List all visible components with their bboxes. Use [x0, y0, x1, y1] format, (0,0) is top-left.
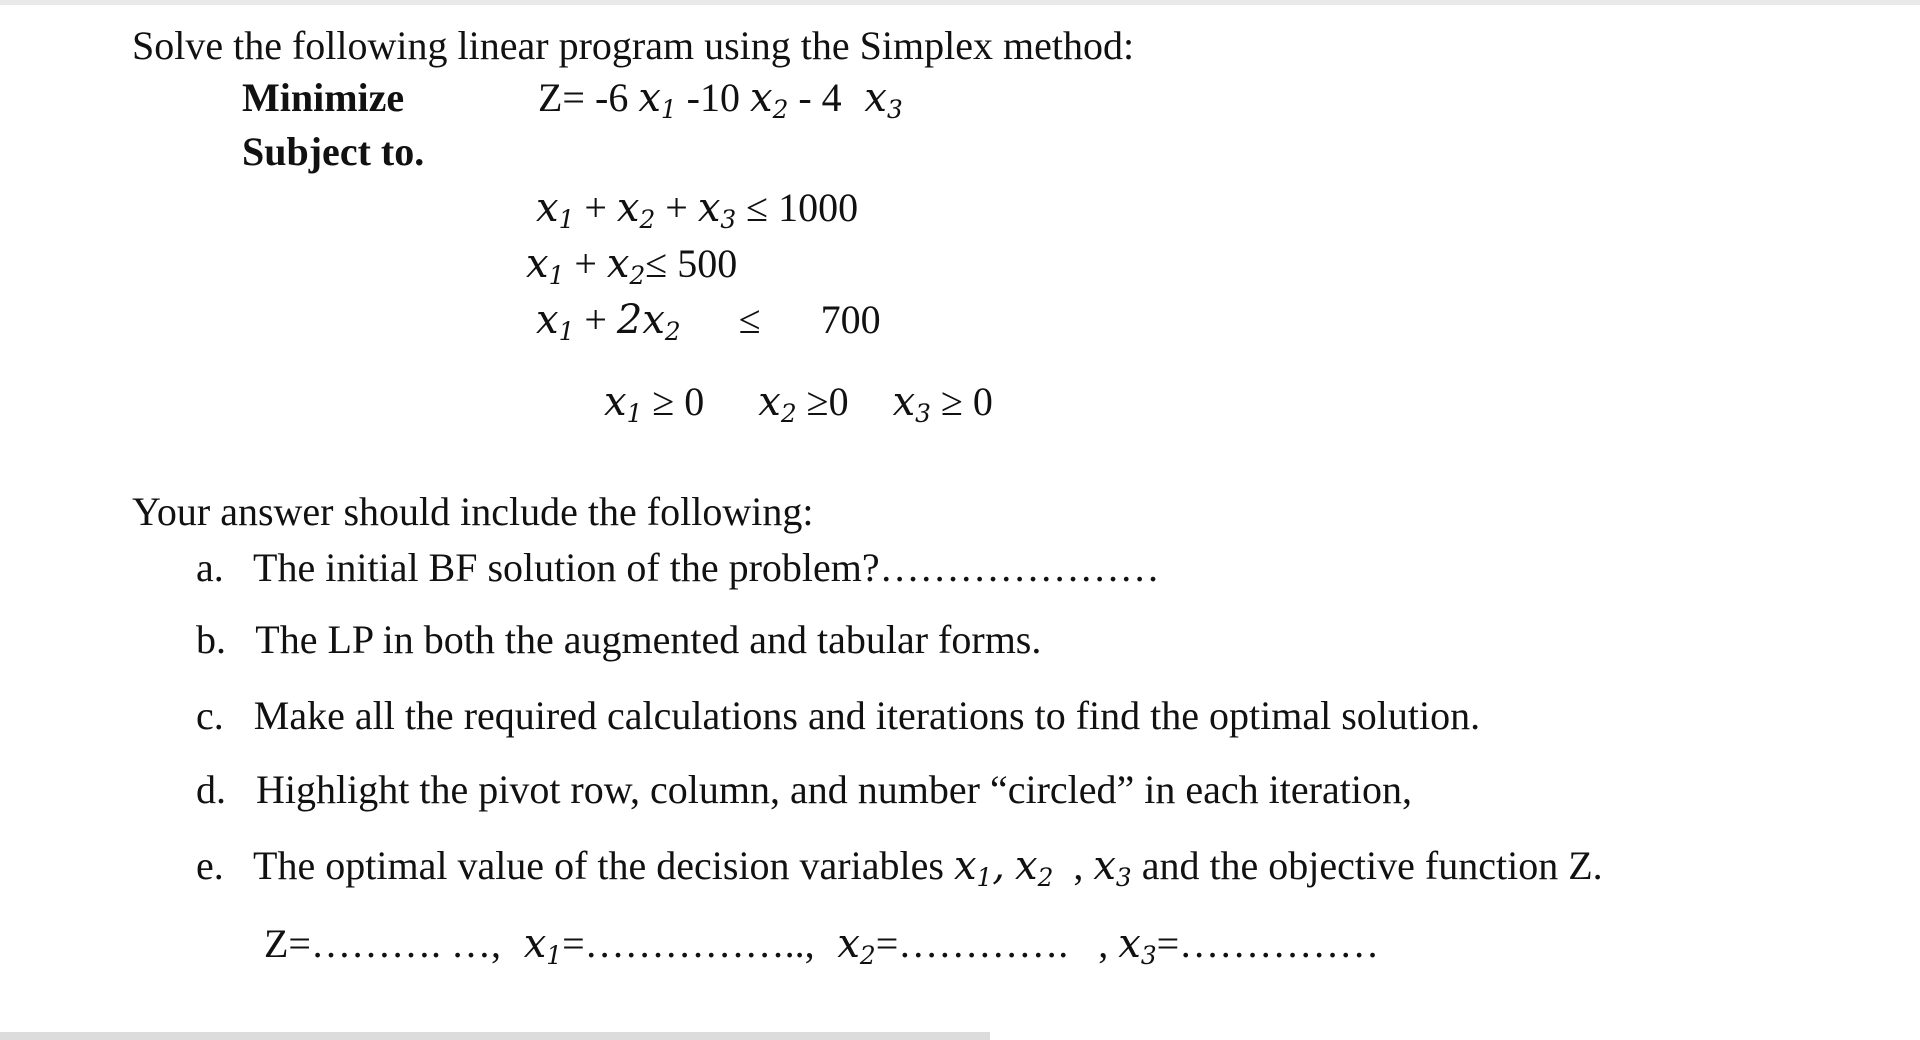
subject-to-label: Subject to.	[242, 129, 425, 174]
minimize-label: Minimize	[242, 75, 405, 120]
constraint-2: $x_1 + x_2\le 500$	[526, 241, 738, 290]
constraint-1-rhs: 1000	[778, 185, 859, 230]
constraint-2-op: ≤	[645, 241, 668, 286]
x3-blank: =……………	[1156, 921, 1380, 966]
objective-function: Z= -6 $x_1$ -10 $x_2 - 4$ $x_3$	[538, 75, 903, 124]
z-blank: Z=………. …,	[264, 921, 501, 966]
item-text: Make all the required calculations and iterations to find the optimal solution.	[253, 693, 1481, 738]
constraint-1: $x_1 + x_2 + x_3 \le 1000$	[536, 185, 859, 234]
item-label: a.	[196, 545, 224, 590]
x2-blank: =………….	[875, 921, 1069, 966]
constraint-1-op: ≤	[746, 185, 769, 230]
list-item-b	[196, 616, 1041, 663]
x1-blank: =……………..,	[562, 921, 815, 966]
item-trail: …………………	[879, 545, 1160, 590]
list-item-c	[196, 692, 1480, 739]
list-item-a	[196, 544, 1160, 591]
answer-heading: Your answer should include the following:	[132, 489, 814, 534]
coef-2: -10	[686, 75, 740, 120]
item-label: e.	[196, 843, 224, 888]
item-text: Highlight the pivot row, column, and number “circled” in each iteration,	[256, 767, 1412, 812]
item-text: The initial BF solution of the problem?	[253, 545, 880, 590]
item-label: b.	[196, 617, 226, 662]
item-label: d.	[196, 767, 226, 812]
nonneg-2: ≥0	[806, 379, 849, 424]
list-item-e: e. The optimal value of the decision variables $x_1$, $x_2$ , $x_3$ and the objective function Z.	[196, 843, 1603, 892]
constraint-3: $x_1 + 2x_2 \le 700$	[536, 297, 881, 346]
answer-fill-line: Z=………. …, $x_1=\dots\dots\dots\dots\dots$.., $x_2=\dots\dots\dots\dots$. , $x_3=\dots\dots\dots\dots\dots$	[264, 921, 1380, 970]
non-negativity: $x_1 \ge 0$ $x_2 \ge 0$ $x_3 \ge 0$	[604, 379, 993, 428]
nonneg-1: ≥ 0	[652, 379, 705, 424]
coef-3: - 4	[798, 75, 842, 120]
item-label: c.	[196, 693, 224, 738]
nonneg-3: ≥ 0	[940, 379, 993, 424]
item-text: The LP in both the augmented and tabular forms.	[255, 617, 1042, 662]
constraint-3-op: ≤	[738, 297, 761, 342]
coef-1: -6	[595, 75, 629, 120]
item-text: The optimal value of the decision variables	[253, 843, 944, 888]
top-border	[0, 0, 1920, 5]
constraint-3-rhs: 700	[820, 297, 881, 342]
constraint-2-rhs: 500	[677, 241, 738, 286]
intro-text: Solve the following linear program using the Simplex method:	[132, 23, 1135, 68]
item-text-after: and the objective function Z.	[1141, 843, 1603, 888]
bottom-scrollbar	[0, 1032, 990, 1040]
objective-lhs: Z=	[538, 75, 585, 120]
list-item-d	[196, 766, 1412, 813]
